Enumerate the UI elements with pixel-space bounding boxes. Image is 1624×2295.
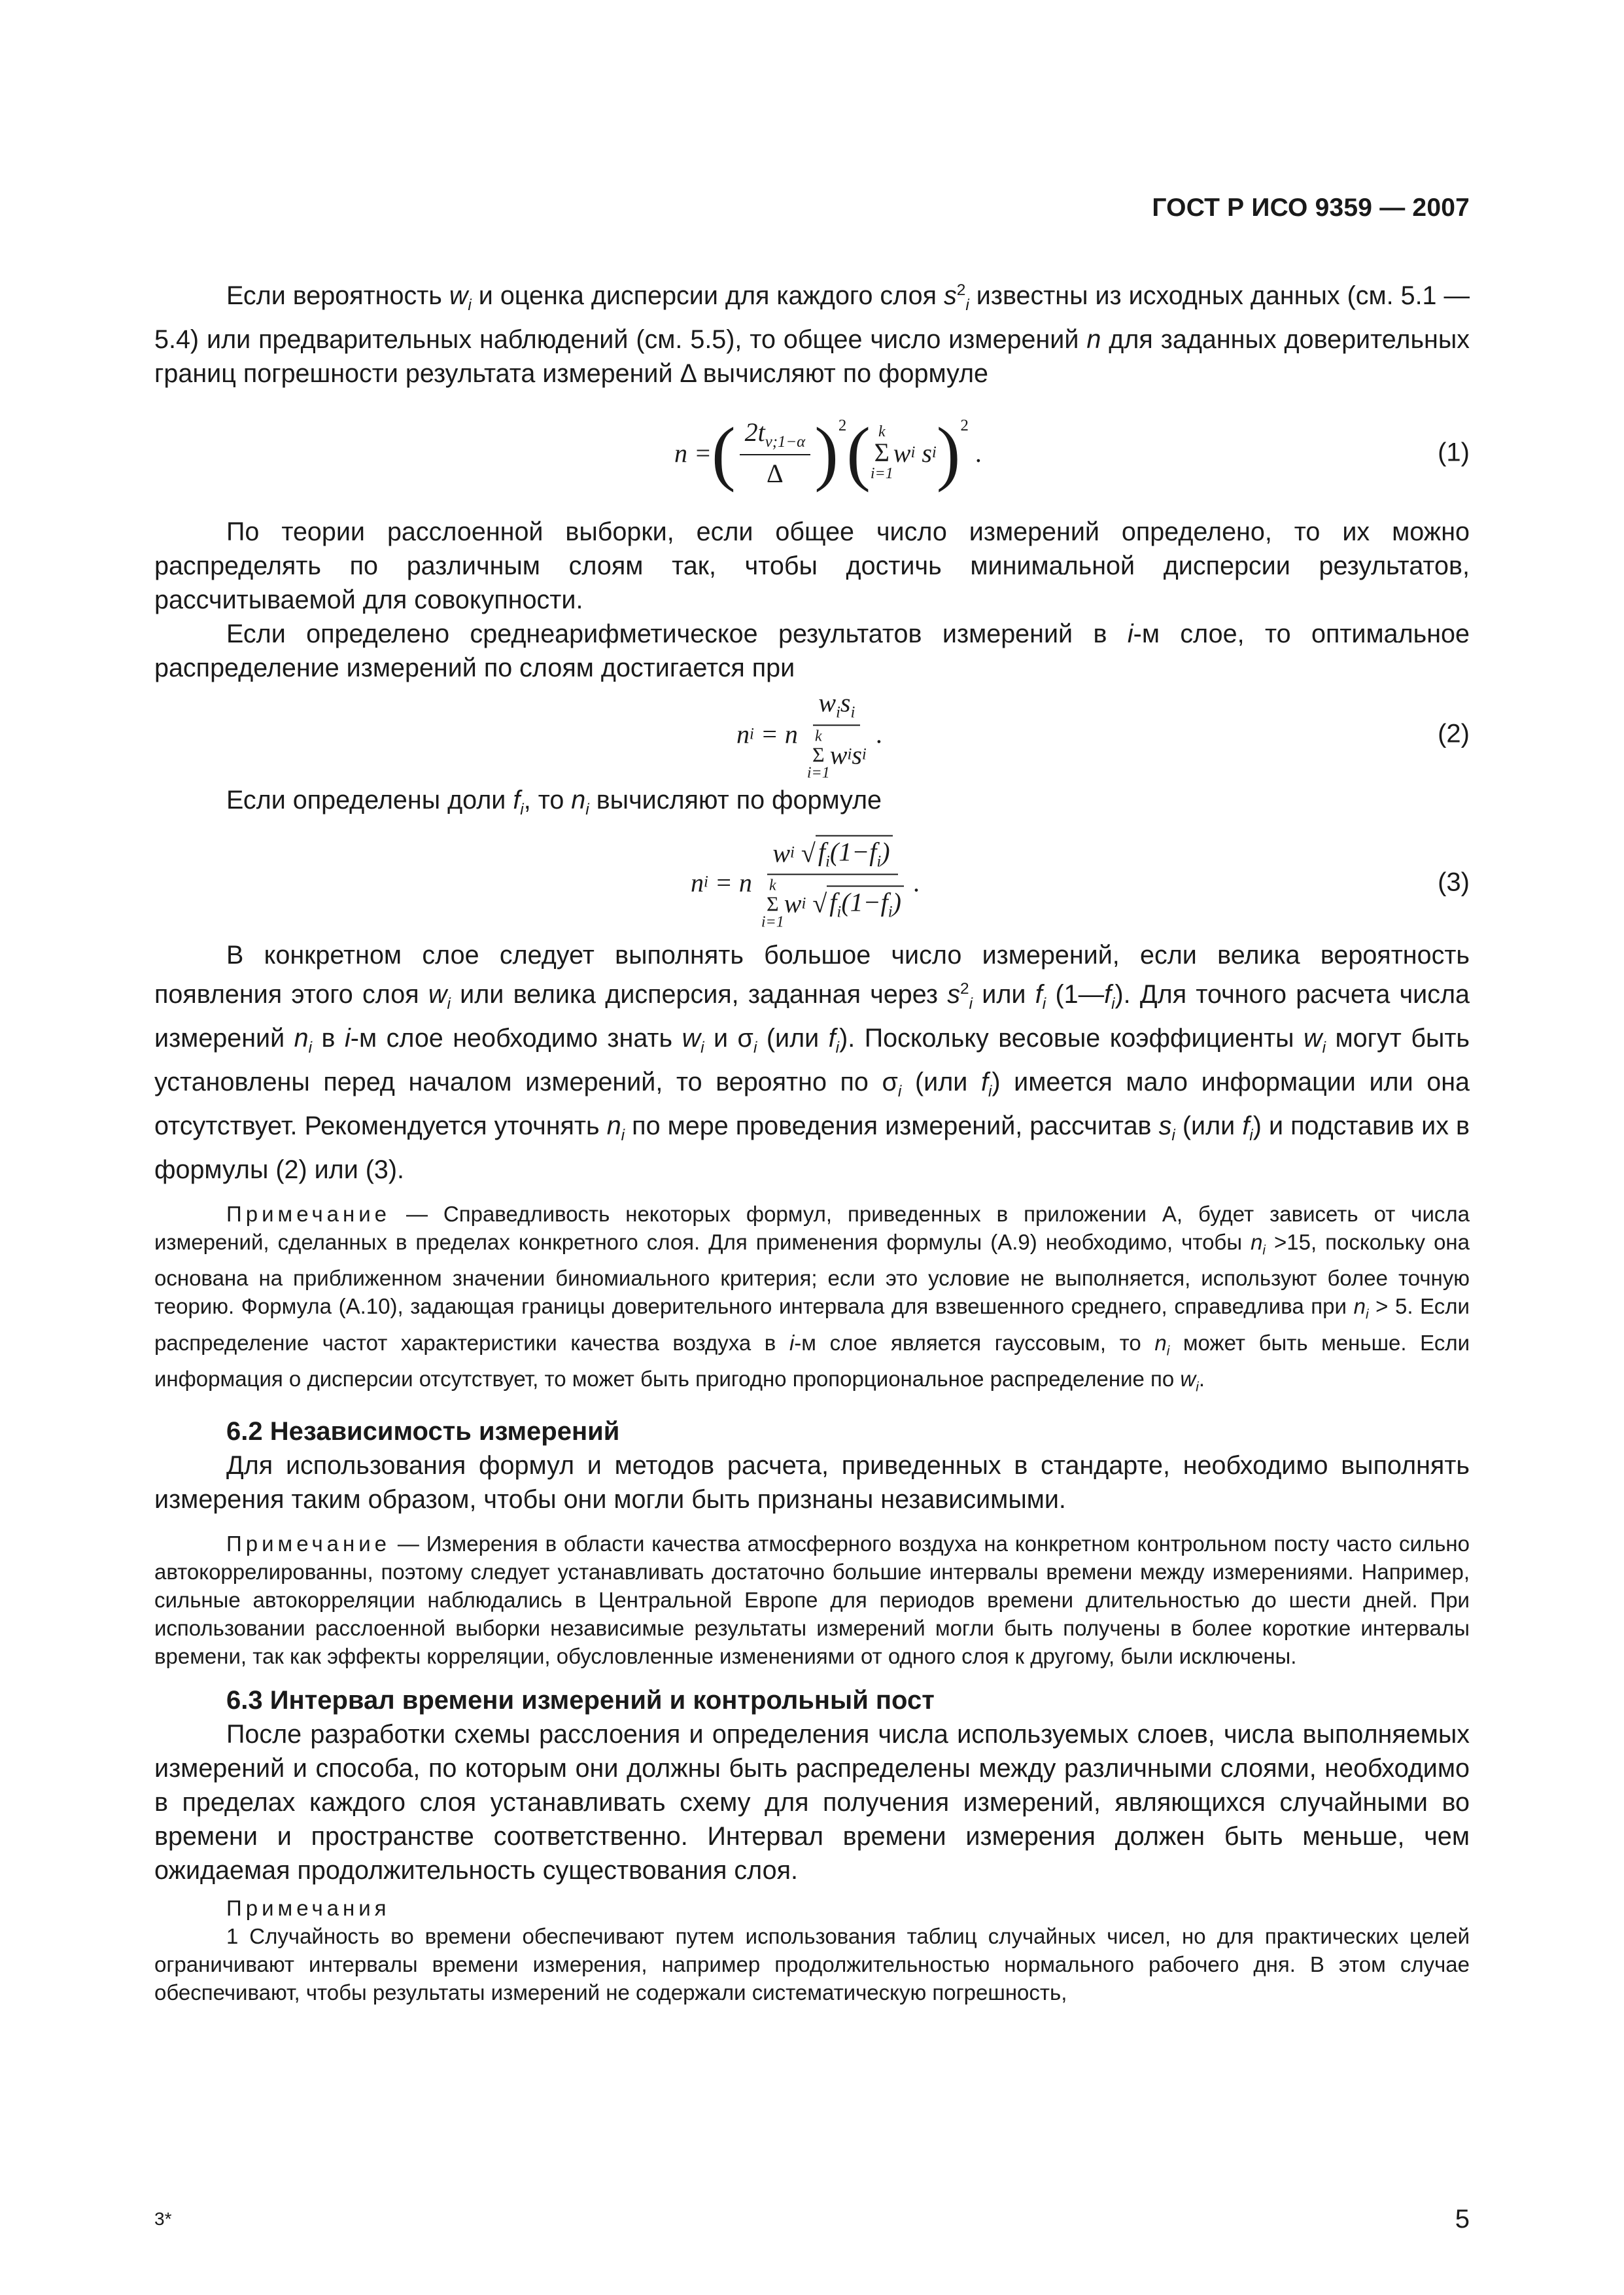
formula-number: (1): [1438, 438, 1470, 467]
note-2: Примечание — Измерения в области качества атмосферного воздуха на конкретном контрольном посту часто сильно автокоррелированны, поэтому следует устанавливать достаточно большие интервалы времени между измерениями. Например, сильные автокорреляции наблюдались в Центральной Европе для периодов времени длительностью до шести дней. При использовании расслоенной выборки независимые результаты измерений могли быть получены в более короткие интервалы времени, так как эффекты корреляции, обусловленные изменениями от одного слоя к другому, были исключены.: [154, 1532, 1470, 1669]
paragraph-6: Для использования формул и методов расчета, приведенных в стандарте, необходимо выполнять измерения таким образом, чтобы они могли быть признаны независимыми.: [154, 1451, 1470, 1515]
formula-number: (3): [1438, 867, 1470, 897]
paragraph-3: Если определено среднеарифметическое результатов измерений в i-м слое, то оптимальное распределение измерений по слоям достигается при: [154, 620, 1470, 683]
paragraph-5: В конкретном слое следует выполнять большое число измерений, если велика вероятность появления этого слоя $w_i$ или велика дисперсия, заданная через $s^2_i$ или $f_i$ $(1—f_i)$. Для точного расчета числа измерений $n_i$ в i-м слое необходимо знать $w_i$ и $\sigma_i$ (или $f_i$). Поскольку весовые коэффициенты $w_i$ могут быть установлены перед началом измерений, то вероятно по $\sigma_i$ (или $f_i$) имеется мало информации или она отсутствует. Рекомендуется уточнять $n_i$ по мере проведения измерений, рассчитав $s_i$ (или $f_i$) и подставив их в формулы (2) или (3).: [154, 940, 1470, 1184]
sheet-mark: 3*: [154, 2209, 172, 2229]
formula-1: n = ( $\frac{2t_{\nu;1-\alpha}}{\Delta}$ ) $^2$ ( k Σ i=1 w i s i ) $^2$ . (1): [674, 413, 1470, 493]
paragraph-2: По теории расслоенной выборки, если общее число измерений определено, то их можно распределять по различным слоям так, чтобы достичь минимальной дисперсии результатов, рассчитываемой для совокупности.: [154, 517, 1470, 615]
formula-2: n i = n $w_is_i$ k Σ i=1 w i s i . (2): [736, 688, 1470, 782]
section-heading-6-2: 6.2 Независимость измерений: [226, 1417, 620, 1446]
fraction: $w_is_i$ k Σ i=1 w i s i: [806, 688, 867, 782]
paragraph-1: Если вероятность $w_i$ и оценка дисперсии для каждого слоя $s^2_i$ известны из исходных данных (см. 5.1 — 5.4) или предварительных наблюдений (см. 5.5), то общее число измерений n для заданных доверительных границ погрешности результата измерений Δ вычисляют по формуле: [154, 281, 1470, 389]
fraction: w i √ $f_i(1-f_i)$ k Σ i=1 w i √ $f_i(1-f_i)$: [756, 835, 909, 930]
paragraph-4: Если определены доли $f_i$, то $n_i$ вычисляют по формуле: [226, 786, 882, 818]
fraction: $\frac{2t_{\nu;1-\alpha}}{\Delta}$: [740, 417, 811, 489]
section-heading-6-3: 6.3 Интервал времени измерений и контрольный пост: [226, 1686, 935, 1715]
page-content: [154, 273, 1470, 2006]
document-id-header: ГОСТ Р ИСО 9359 — 2007: [1152, 194, 1470, 222]
sum-sign: k Σ i=1: [870, 423, 893, 483]
notes-heading: Примечания: [226, 1896, 390, 1921]
note-1: Примечание — Справедливость некоторых формул, приведенных в приложении А, будет зависеть от числа измерений, сделанных в пределах конкретного слоя. Для применения формулы (А.9) необходимо, чтобы $n_i >15$, поскольку она основана на приближенном значении биномиального критерия; если это условие не выполняется, используют более точную теорию. Формула (А.10), задающая границы доверительного интервала для взвешенного среднего, справедлива при $n_i > 5$. Если распределение частот характеристики качества воздуха в i-м слое является гауссовым, то $n_i$ может быть меньше. Если информация о дисперсии отсутствует, то может быть пригодно пропорциональное распределение по $w_i$.: [154, 1201, 1470, 1395]
formula-3: n i = n w i √ $f_i(1-f_i)$ k Σ i=1 w i √ $f_i(1-f_i)$ . (3): [154, 827, 1470, 938]
page-number: 5: [1455, 2205, 1470, 2234]
paragraph-7: После разработки схемы расслоения и определения числа используемых слоев, числа выполняемых измерений и способа, по которым они должны быть распределены между различными слоями, необходимо в пределах каждого слоя устанавливать схему для получения измерений, являющихся случайными во времени и пространстве соответственно. Интервал времени измерения должен быть меньше, чем ожидаемая продолжительность существования слоя.: [154, 1720, 1470, 1885]
note-3-item-1: 1 Случайность во времени обеспечивают путем использования таблиц случайных чисел, но для практических целей ограничивают интервалы времени измерения, например продолжительностью нормального рабочего дня. В этом случае обеспечивают, чтобы результаты измерений не содержали систематическую погрешность,: [154, 1924, 1470, 2005]
formula-number: (2): [1438, 719, 1470, 748]
